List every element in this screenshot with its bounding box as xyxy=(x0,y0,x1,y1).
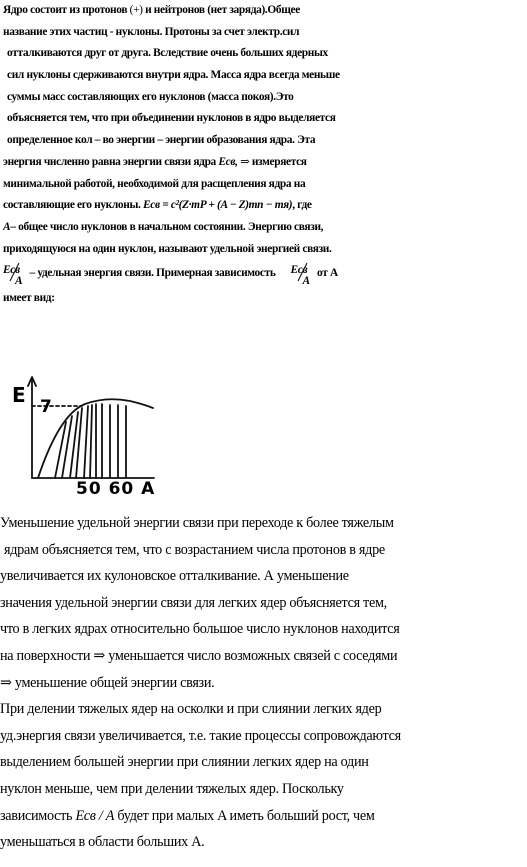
text-line: отталкиваются друг от друга. Вследствие очень больших ядерных xyxy=(7,47,328,60)
text-line: определенное кол – во энергии – энергии образования ядра. Эта xyxy=(7,134,316,147)
text-line: Eсв A – удельная энергия связи. Примерная зависимость Eсв A от A xyxy=(3,264,338,288)
formula: Eсв / A xyxy=(75,807,115,824)
x-axis-label: 50 60 A xyxy=(76,479,156,494)
text-line: имеет вид: xyxy=(3,292,55,305)
hand-drawn-graph xyxy=(10,372,160,494)
text-line: энергия численно равна энергии связи ядра Eсв, ⇒ измеряется xyxy=(3,155,307,168)
text-line: зависимость Eсв / A будет при малых A иметь больший рост, чем xyxy=(0,807,375,824)
text-line: объясняется тем, что при объединении нуклонов в ядро выделяется xyxy=(7,112,336,125)
text-line: сил нуклоны сдерживаются внутри ядра. Масса ядра всегда меньше xyxy=(7,69,340,82)
bottom-paragraph xyxy=(0,510,527,856)
text-line: уменьшаться в области больших A. xyxy=(0,834,205,851)
text-line: ядрам объясняется тем, что с возрастанием числа протонов в ядре xyxy=(4,541,385,558)
text-line: выделением большей энергии при слиянии легких ядер на один xyxy=(0,754,369,771)
y-axis-label: E xyxy=(12,383,26,407)
text-line: При делении тяжелых ядер на осколки и при слиянии легких ядер xyxy=(0,701,382,718)
y-tick-label: 7 xyxy=(40,397,52,417)
text-line: что в легких ядрах относительно большое число нуклонов находится xyxy=(0,621,400,638)
text-line: суммы масс составляющих его нуклонов (масса покоя).Это xyxy=(7,90,294,103)
text-line: на поверхности ⇒ уменьшается число возможных связей с соседями xyxy=(0,647,398,664)
binding-energy-sketch xyxy=(10,372,160,494)
text-line: A– общее число нуклонов в начальном состоянии. Энергию связи, xyxy=(3,220,324,233)
text-line: Ядро состоит из протонов (+) и нейтронов (нет заряда).Общее xyxy=(3,4,300,16)
text-line: ⇒ уменьшение общей энергии связи. xyxy=(0,674,215,691)
text-line: увеличивается их кулоновское отталкивание. А уменьшение xyxy=(0,568,349,585)
fraction: Eсв A xyxy=(290,264,310,288)
text-line: нуклон меньше, чем при делении тяжелых ядер. Поскольку xyxy=(0,780,344,797)
text-line: значения удельной энергии связи для легких ядер объясняется тем, xyxy=(0,594,387,611)
text-line: минимальной работой, необходимой для расщепления ядра на xyxy=(3,177,306,190)
text-line: уд.энергия связи увеличивается, т.е. такие процессы сопровождаются xyxy=(0,727,401,744)
formula: Eсв, xyxy=(218,155,238,168)
text-line: составляющие его нуклоны. Eсв = c²(Z·mP + (A − Z)mn − mя), где xyxy=(3,199,312,212)
fraction: Eсв A xyxy=(3,264,23,288)
text-line: Уменьшение удельной энергии связи при переходе к более тяжелым xyxy=(0,515,394,531)
top-paragraph xyxy=(3,0,525,310)
text-line: приходящуюся на один нуклон, называют удельной энергией связи. xyxy=(3,242,332,255)
formula: Eсв = c²(Z·mP + (A − Z)mn − mя) xyxy=(143,199,293,212)
text-line: название этих частиц - нуклоны. Протоны за счет электр.сил xyxy=(3,25,300,38)
